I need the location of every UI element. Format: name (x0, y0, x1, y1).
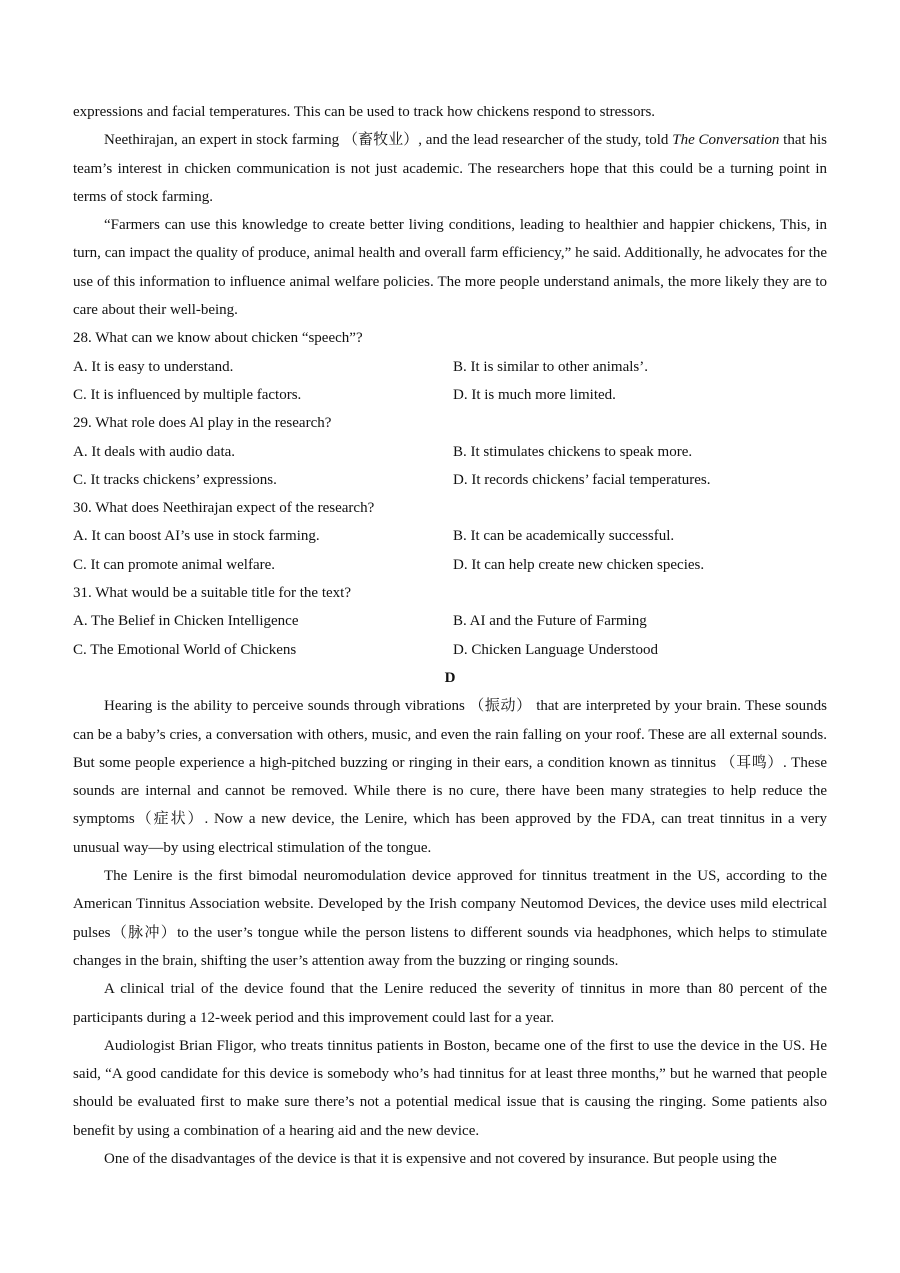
section-heading: D (444, 669, 456, 686)
option-b: B. It can be academically successful. (453, 528, 675, 545)
option-d: D. It can help create new chicken species. (453, 556, 705, 573)
question-28 (73, 324, 827, 409)
option-d: D. It is much more limited. (453, 386, 616, 403)
answer-options (73, 607, 827, 664)
option-c: C. It tracks chickens’ expressions. (73, 471, 277, 488)
question-stem: 31. What would be a suitable title for the text? (73, 585, 351, 602)
option-a: A. It is easy to understand. (73, 358, 234, 375)
passage-d-paragraph: A clinical trial of the device found that the Lenire reduced the severity of tinnitus in more than 80 percent of the participants during a 12-week period and this improvement could last for a year. (73, 981, 827, 1026)
passage-c-paragraph: expressions and facial temperatures. This can be used to track how chickens respond to stressors. (73, 104, 656, 120)
passage-c-paragraph: “Farmers can use this knowledge to create better living conditions, leading to healthier and happier chickens, This, in turn, can impact the quality of produce, animal health and overall farm efficiency,” he said. Additionally, he advocates for the use of this information to influence animal welfare policies. The more people understand animals, the more likely they are to care about their well-being. (73, 217, 827, 319)
paragraph-text: Neethirajan, an expert in stock farming （畜牧业）, and the lead researcher of the study, told (104, 132, 673, 149)
option-a: A. It deals with audio data. (73, 443, 236, 460)
question-stem: 29. What role does Al play in the research? (73, 415, 332, 432)
passage-d-paragraph: The Lenire is the first bimodal neuromodulation device approved for tinnitus treatment in the US, according to the American Tinnitus Association website. Developed by the Irish company Neutomod Devices, the device uses mild electrical pulses（脉冲）to the user’s tongue while the person listens to different sounds via headphones, which helps to stimulate changes in the brain, shifting the user’s attention away from the buzzing or ringing sounds. (73, 868, 827, 969)
question-stem: 30. What does Neethirajan expect of the research? (73, 500, 375, 517)
option-d: D. Chicken Language Understood (453, 641, 658, 658)
option-c: C. It is influenced by multiple factors. (73, 386, 302, 403)
passage-d-paragraph: Audiologist Brian Fligor, who treats tinnitus patients in Boston, became one of the first to use the device in the US. He said, “A good candidate for this device is somebody who’s had tinnitus for at least three months,” but he warned that people should be evaluated first to make sure there’s not a potential medical issue that is causing the ringing. Some patients also benefit by using a combination of a hearing aid and the new device. (73, 1037, 827, 1139)
option-d: D. It records chickens’ facial temperatures. (453, 471, 711, 488)
passage-d-paragraph: Hearing is the ability to perceive sounds through vibrations （振动） that are interpreted by your brain. These sounds can be a baby’s cries, a conversation with others, music, and even the rain falling on your roof. These are all external sounds. But some people experience a high-pitched buzzing or ringing in their ears, a condition known as tinnitus （耳鸣）. These sounds are internal and cannot be removed. While there is no cure, there have been many strategies to help reduce the symptoms（症状）. Now a new device, the Lenire, which has been approved by the FDA, can treat tinnitus in a very unusual way—by using electrical stimulation of the tongue. (73, 698, 827, 856)
publication-title: The Conversation (672, 132, 780, 149)
option-c: C. The Emotional World of Chickens (73, 641, 297, 658)
question-29 (73, 409, 827, 494)
option-c: C. It can promote animal welfare. (73, 556, 276, 573)
option-a: A. The Belief in Chicken Intelligence (73, 613, 299, 630)
option-b: B. It stimulates chickens to speak more. (453, 443, 693, 460)
document-page (73, 98, 827, 1173)
answer-options (73, 353, 827, 410)
question-30 (73, 494, 827, 579)
passage-d-paragraph: One of the disadvantages of the device is that it is expensive and not covered by insurance. But people using the (104, 1150, 777, 1167)
answer-options (73, 522, 827, 579)
answer-options (73, 438, 827, 495)
question-stem: 28. What can we know about chicken “speech”? (73, 330, 363, 347)
question-31 (73, 579, 827, 664)
paragraph-text: that his team’s interest in chicken communication is not just academic. The researchers hope that this could be a turning point in terms of stock farming. (73, 132, 827, 205)
option-b: B. It is similar to other animals’. (453, 358, 648, 375)
passage-c-paragraph (73, 126, 827, 211)
option-a: A. It can boost AI’s use in stock farming. (73, 528, 320, 545)
option-b: B. AI and the Future of Farming (453, 613, 647, 630)
